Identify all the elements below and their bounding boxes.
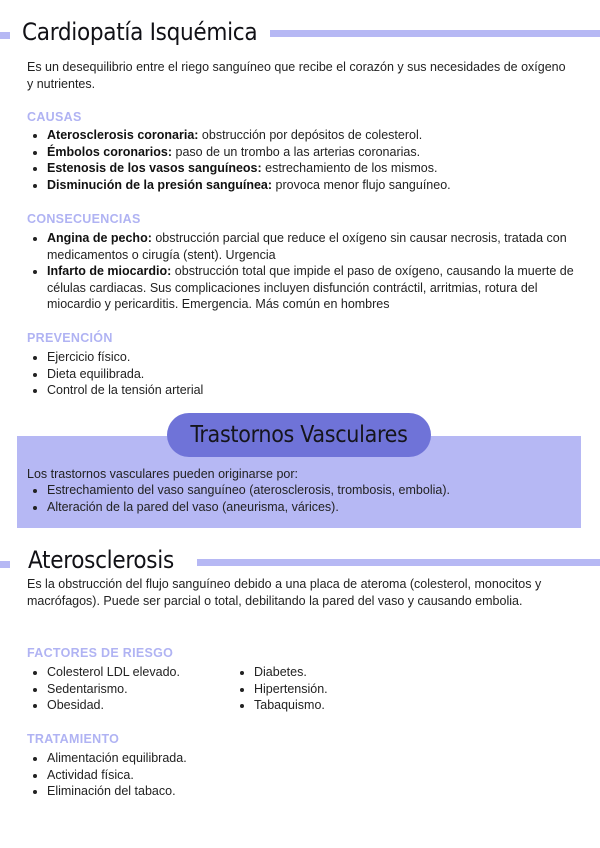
item-text: estrechamiento de los mismos. xyxy=(261,161,438,175)
list-factores-col1 xyxy=(27,664,247,714)
list-trastornos xyxy=(27,482,592,515)
list-factores-col2 xyxy=(234,664,454,714)
list-item: • Alimentación equilibrada. xyxy=(47,750,592,767)
title-accent-bar-right xyxy=(197,559,600,566)
list-tratamiento xyxy=(27,750,592,800)
list-item: • Obesidad. xyxy=(47,697,247,714)
list-consecuencias xyxy=(27,230,592,313)
item-term: Angina de pecho: xyxy=(47,231,152,245)
section-title-trastornos: Trastornos Vasculares xyxy=(190,422,408,448)
list-item: • Hipertensión. xyxy=(254,681,454,698)
title-accent-bar-right xyxy=(270,30,600,37)
list-item: • Sedentarismo. xyxy=(47,681,247,698)
list-item xyxy=(47,263,592,313)
item-text: obstrucción total que impide el paso de oxígeno, causando la muerte de células cardiacas. Sus complicaciones incluyen disfunción contráctil, arritmias, rotura del miocardio y pericarditis. Emergencia. Más común en hombres xyxy=(47,264,574,311)
item-term: Disminución de la presión sanguínea: xyxy=(47,177,273,192)
list-item: • Actividad física. xyxy=(47,767,592,784)
vascular-intro: Los trastornos vasculares pueden originarse por: xyxy=(27,467,298,481)
list-item xyxy=(47,127,592,144)
item-term: Estenosis de los vasos sanguíneos: xyxy=(47,161,262,175)
list-item: • Colesterol LDL elevado. xyxy=(47,664,247,681)
heading-consecuencias: CONSECUENCIAS xyxy=(27,212,141,226)
section-title-aterosclerosis: Aterosclerosis xyxy=(28,546,174,574)
item-term: Aterosclerosis coronaria: xyxy=(47,128,199,142)
list-item: • Eliminación del tabaco. xyxy=(47,783,592,800)
list-item: • Ejercicio físico. xyxy=(47,349,592,366)
list-item xyxy=(47,177,592,194)
item-text: obstrucción parcial que reduce el oxígeno sin causar necrosis, tratada con medicamentos o cirugía (stent). Urgencia xyxy=(47,231,567,262)
list-item xyxy=(47,160,592,177)
item-text: provoca menor flujo sanguíneo. xyxy=(272,177,451,192)
list-item xyxy=(47,144,592,161)
section-title-row xyxy=(0,18,600,52)
section-title-row xyxy=(0,546,600,580)
heading-tratamiento: TRATAMIENTO xyxy=(27,732,120,746)
item-text: obstrucción por depósitos de colesterol. xyxy=(198,128,423,142)
intro-paragraph: Es un desequilibrio entre el riego sanguíneo que recibe el corazón y sus necesidades de oxígeno y nutrientes. xyxy=(27,60,566,91)
item-term: Infarto de miocardio: xyxy=(47,264,172,278)
list-item xyxy=(47,230,592,263)
list-causas xyxy=(27,127,592,193)
section-title-cardiopatia: Cardiopatía Isquémica xyxy=(22,18,258,46)
list-item: • Diabetes. xyxy=(254,664,454,681)
list-item: • Dieta equilibrada. xyxy=(47,366,592,383)
heading-prevencion: PREVENCIÓN xyxy=(27,331,113,345)
list-item: • Alteración de la pared del vaso (aneurisma, várices). xyxy=(47,499,592,516)
heading-factores-riesgo: FACTORES DE RIESGO xyxy=(27,646,174,660)
list-prevencion xyxy=(27,349,592,399)
list-item: • Control de la tensión arterial xyxy=(47,382,592,399)
item-text: paso de un trombo a las arterias coronarias. xyxy=(172,144,421,159)
vascular-title-pill xyxy=(167,413,431,457)
heading-causas: CAUSAS xyxy=(27,110,82,124)
list-item: • Estrechamiento del vaso sanguíneo (aterosclerosis, trombosis, embolia). xyxy=(47,482,592,499)
title-accent-bar-left xyxy=(0,561,10,568)
title-accent-bar-left xyxy=(0,32,10,39)
list-item: • Tabaquismo. xyxy=(254,697,454,714)
item-term: Émbolos coronarios: xyxy=(47,144,173,159)
aterosclerosis-intro: Es la obstrucción del flujo sanguíneo debido a una placa de ateroma (colesterol, monocitos y macrófagos). Puede ser parcial o total, debilitando la pared del vaso y causando embolia. xyxy=(27,577,542,608)
